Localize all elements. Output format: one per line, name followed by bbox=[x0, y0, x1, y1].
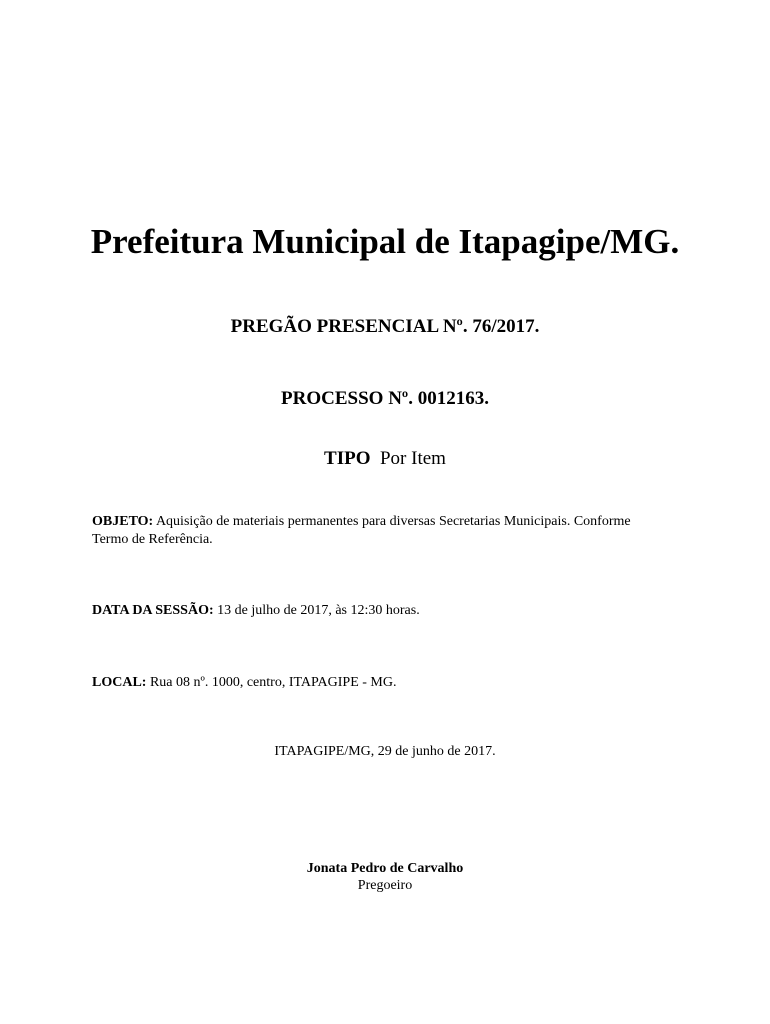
tipo-value: Por Item bbox=[379, 448, 446, 469]
tipo-line bbox=[0, 448, 770, 470]
place-date: ITAPAGIPE/MG, 29 de junho de 2017. bbox=[274, 744, 496, 759]
sessao-label: DATA DA SESSÃO: bbox=[92, 603, 214, 618]
objeto-text-continuation: Termo de Referência. bbox=[92, 532, 213, 547]
local-label: LOCAL: bbox=[92, 675, 147, 690]
sessao-paragraph bbox=[92, 602, 702, 620]
document-title: Prefeitura Municipal de Itapagipe/MG. bbox=[90, 222, 680, 261]
local-text: Rua 08 nº. 1000, centro, ITAPAGIPE - MG. bbox=[149, 675, 397, 690]
objeto-paragraph bbox=[92, 513, 702, 549]
processo-number: PROCESSO Nº. 0012163. bbox=[281, 388, 489, 409]
objeto-text: Aquisição de materiais permanentes para diversas Secretarias Municipais. Conforme bbox=[155, 514, 631, 529]
objeto-label: OBJETO: bbox=[92, 514, 154, 529]
sessao-text: 13 de julho de 2017, às 12:30 horas. bbox=[217, 603, 420, 618]
signer-name: Jonata Pedro de Carvalho bbox=[306, 861, 464, 876]
local-paragraph bbox=[92, 674, 702, 692]
signer-role: Pregoeiro bbox=[357, 878, 413, 893]
pregao-number: PREGÃO PRESENCIAL Nº. 76/2017. bbox=[230, 316, 540, 337]
tipo-label: TIPO bbox=[324, 448, 371, 469]
